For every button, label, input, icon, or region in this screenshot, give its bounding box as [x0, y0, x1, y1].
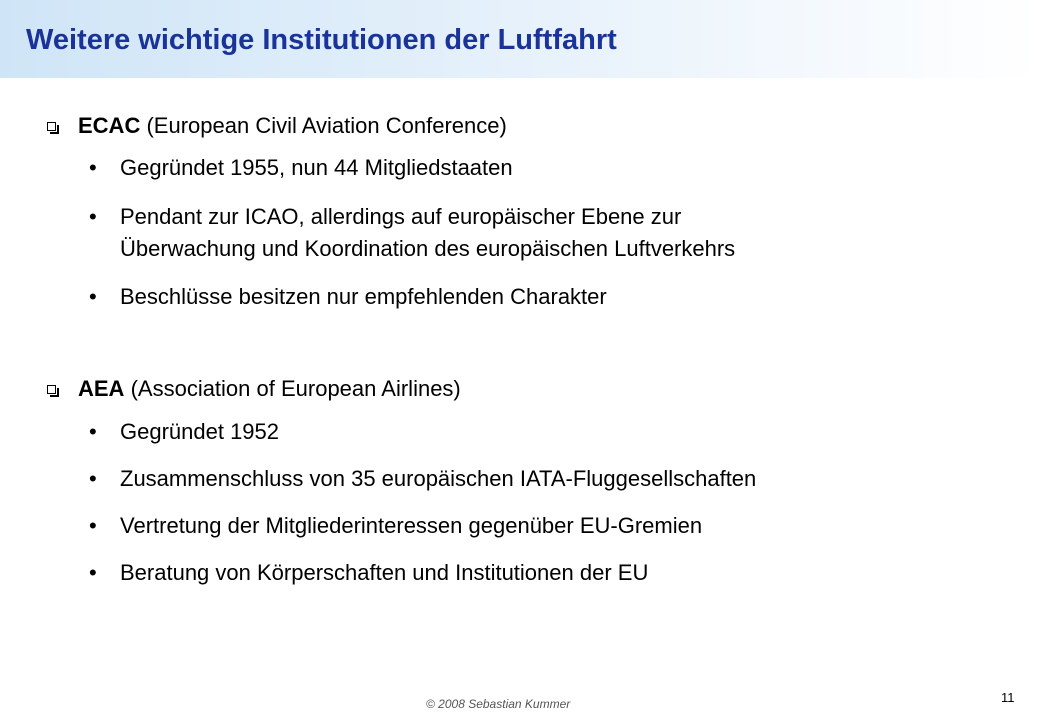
- section-heading-ecac: [78, 111, 507, 141]
- copyright-footer: © 2008 Sebastian Kummer: [426, 697, 571, 711]
- bullet-icon: •: [89, 204, 97, 229]
- slide-title: Weitere wichtige Institutionen der Luftfahrt: [26, 24, 617, 56]
- bullet-icon: •: [89, 513, 97, 538]
- list-item: Gegründet 1955, nun 44 Mitgliedstaaten: [120, 155, 513, 180]
- bullet-icon: •: [89, 284, 97, 309]
- list-item: Pendant zur ICAO, allerdings auf europäischer Ebene zur: [120, 204, 682, 229]
- list-item: Beschlüsse besitzen nur empfehlenden Charakter: [120, 284, 607, 309]
- section-name-aea: (Association of European Airlines): [130, 376, 461, 401]
- list-item: Beratung von Körperschaften und Institutionen der EU: [120, 560, 649, 585]
- section-abbr-ecac: ECAC: [78, 113, 141, 138]
- list-item-continuation: Überwachung und Koordination des europäischen Luftverkehrs: [120, 236, 736, 261]
- page-number: 11: [1001, 690, 1015, 705]
- section-name-ecac: (European Civil Aviation Conference): [146, 113, 507, 138]
- list-item: Gegründet 1952: [120, 419, 280, 444]
- list-item: Vertretung der Mitgliederinteressen gegenüber EU-Gremien: [120, 513, 703, 538]
- checkbox-bullet-icon: [47, 122, 56, 131]
- checkbox-bullet-icon: [47, 385, 56, 394]
- bullet-icon: •: [89, 419, 97, 444]
- bullet-icon: •: [89, 155, 97, 180]
- bullet-icon: •: [89, 466, 97, 491]
- section-abbr-aea: AEA: [78, 376, 125, 401]
- bullet-icon: •: [89, 560, 97, 585]
- slide-header-band: [0, 0, 1040, 78]
- list-item: Zusammenschluss von 35 europäischen IATA-Fluggesellschaften: [120, 466, 757, 491]
- section-heading-aea: [78, 374, 461, 404]
